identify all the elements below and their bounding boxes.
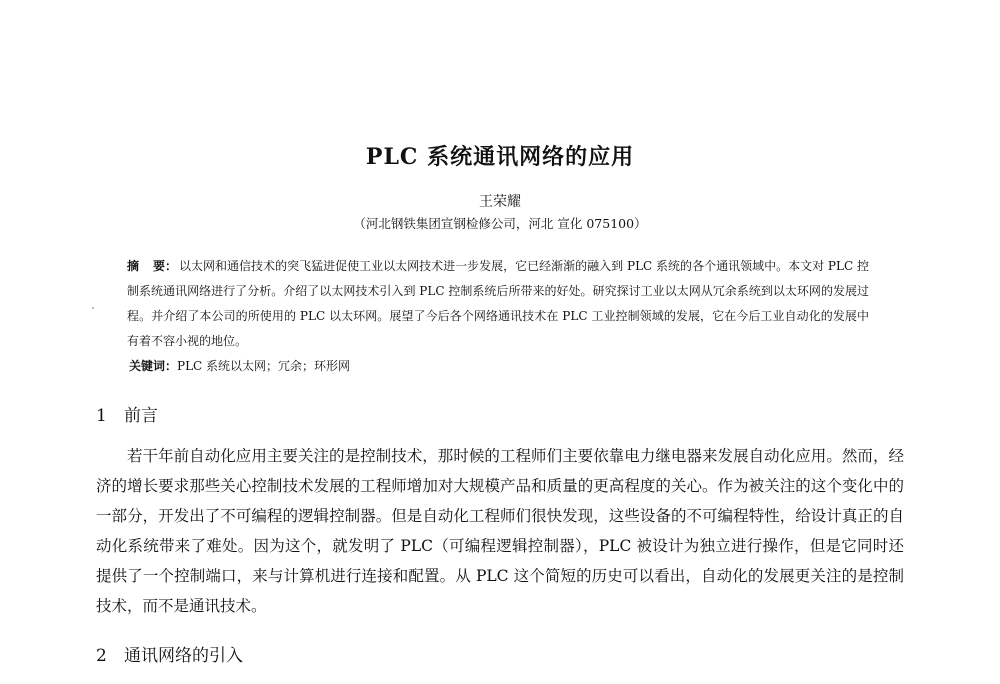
scan-artifact	[92, 307, 94, 309]
paper-title: PLC 系统通讯网络的应用	[365, 144, 635, 170]
abstract-text: 以太网和通信技术的突飞猛进促使工业以太网技术进一步发展，它已经渐渐的融入到 PLC 系统的各个通讯领域中。本文对 PLC 控制系统通讯网络进行了分析。介绍了以太网技术引入到 PLC 控制系统后所带来的好处。研究探讨工业以太网从冗余系统到以太环网的发展过程。并介绍了本公司的所使用的 PLC 以太环网。展望了今后各个网络通讯技术在 PLC 工业控制领域的发展，它在今后工业自动化的发展中有着不容小视的地位。	[127, 259, 869, 348]
author-affiliation: （河北钢铁集团宣钢检修公司，河北 宣化 075100）	[353, 216, 647, 231]
section-title: 通讯网络的引入	[124, 646, 243, 666]
keywords-label: 关键词：	[129, 359, 178, 373]
keywords-line	[129, 357, 350, 374]
section-1-paragraph: 若干年前自动化应用主要关注的是控制技术，那时候的工程师们主要依靠电力继电器来发展自动化应用。然而，经济的增长要求那些关心控制技术发展的工程师增加对大规模产品和质量的更高程度的关心。作为被关注的这个变化中的一部分，开发出了不可编程的逻辑控制器。但是自动化工程师们很快发现，这些设备的不可编程特性，给设计真正的自动化系统带来了难处。因为这个，就发明了 PLC（可编程逻辑控制器），PLC 被设计为独立进行操作，但是它同时还提供了一个控制端口，来与计算机进行连接和配置。从 PLC 这个简短的历史可以看出，自动化的发展更关注的是控制技术，而不是通讯技术。	[96, 447, 904, 615]
section-title: 前言	[124, 406, 158, 426]
section-heading-1	[96, 401, 158, 426]
abstract-block	[127, 254, 869, 354]
abstract-label	[127, 259, 177, 273]
keywords-text: PLC 系统以太网；冗余；环形网	[177, 359, 351, 373]
section-number: 2	[96, 646, 107, 666]
author-name: 王荣耀	[479, 194, 521, 210]
section-number: 1	[96, 406, 107, 426]
abstract-label-right: 要：	[153, 259, 178, 273]
section-heading-2	[96, 641, 243, 666]
abstract-label-left: 摘	[127, 259, 140, 273]
